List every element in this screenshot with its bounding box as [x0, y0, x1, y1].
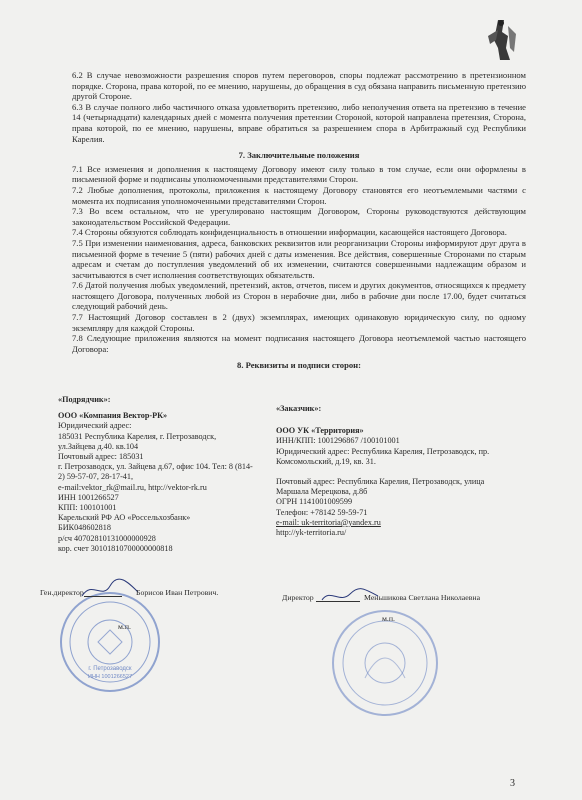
contractor-mp-label: м.п. — [118, 622, 132, 631]
customer-website: http://yk-territoria.ru/ — [276, 528, 347, 538]
contractor-role: «Подрядчик»: — [58, 395, 111, 404]
page-number: 3 — [510, 778, 515, 789]
company-logo-icon — [484, 18, 520, 62]
customer-signer-name: Меньшикова Светлана Николаевна — [364, 593, 481, 602]
paragraph-7-8: 7.8 Следующие приложения являются на момент подписания настоящего Договора неотъемлемой частью настоящего Договора: — [72, 333, 526, 354]
customer-signer-title: Директор — [282, 593, 314, 602]
customer-legal-address: Юридический адрес: Республика Карелия, Петрозаводск, пр. Комсомольский, д.19, кв. 31. — [276, 446, 490, 466]
contractor-seal-stamp-icon — [58, 590, 162, 694]
contractor-line: ул.Зайцева д.40. кв.104 — [58, 441, 139, 451]
contractor-line: БИК048602818 — [58, 523, 111, 533]
paragraph-7-7: 7.7 Настоящий Договор составлен в 2 (двух) экземплярах, имеющих одинаковую юридическую силу, по одному экземпляру для каждой Стороны. — [72, 312, 526, 333]
customer-line: Почтовый адрес: Республика Карелия, Петрозаводск, улица — [276, 477, 485, 487]
contractor-signature-icon — [80, 578, 140, 602]
paragraph-6-3: 6.3 В случае полного либо частичного отказа удовлетворить претензию, либо неполучения ответа на претензию в течение 14 (четырнадцати) календарных дней с момента получения претензии Стороной, которой направлена претензия, Сторона, права которой, по ее мнению, нарушены, вправе обратиться за разрешением спора в Арбитражный суд Республики Карелия. — [72, 101, 526, 144]
customer-seal-stamp-icon — [330, 608, 440, 718]
customer-requisites — [276, 404, 526, 538]
customer-inn-kpp: ИНН/КПП: 1001296867 /100101001 — [276, 436, 400, 446]
contractor-line: 185031 Республика Карелия, г. Петрозаводск, — [58, 431, 217, 441]
contractor-line: Юридический адрес: — [58, 421, 132, 431]
customer-name: ООО УК «Территория» — [276, 426, 364, 436]
contractor-line: Почтовый адрес: 185031 — [58, 452, 144, 462]
customer-email: e-mail: uk-territoria@yandex.ru — [276, 517, 381, 527]
paragraph-6-2: 6.2 В случае невозможности разрешения споров путем переговоров, споры подлежат рассмотрению в претензионном порядке. Сторона, права которой, по ее мнению, нарушены, до обращения в суд обязана направить письменную претензию другой Стороне. — [72, 70, 526, 102]
contractor-requisites — [58, 395, 268, 554]
contractor-line: 2) 59-57-07, 28-17-41, — [58, 472, 134, 482]
customer-line: ОГРН 1141001009599 — [276, 497, 353, 507]
contractor-line: кор. счет 30101810700000000818 — [58, 543, 173, 553]
stamp-inn-text: ИНН 1001266527 — [87, 674, 133, 680]
paragraph-7-5: 7.5 При изменении наименования, адреса, банковских реквизитов или реорганизации Стороны информируют друг друга в письменной форме в течение 5 (пяти) рабочих дней с даты изменения. Все действия, совершенные Сторонами по старым адресам и счетам до поступления уведомлений об их изменении, считаются совершенными надлежащим образом и засчитываются в счет исполнения соответствующих обязательств. — [72, 237, 526, 280]
customer-line: Телефон: +78142 59-59-71 — [276, 507, 368, 517]
paragraph-7-2: 7.2 Любые дополнения, протоколы, приложения к настоящему Договору становятся его неотъемлемыми частями с момента их подписания уполномоченными представителями Сторон. — [72, 184, 526, 206]
customer-role: «Заказчик»: — [276, 404, 322, 413]
contractor-line: ИНН 1001266527 — [58, 492, 119, 502]
contractor-signer-name: Борисов Иван Петрович. — [136, 588, 219, 597]
paragraph-7-6: 7.6 Датой получения любых уведомлений, претензий, актов, отчетов, писем и других документов, относящихся к предмету настоящего Договора, полученных любой из Сторон в нерабочие дни, либо в рабочие дни после 17.00, будет считаться следующий рабочий день. — [72, 280, 526, 312]
paragraph-7-3: 7.3 Во всем остальном, что не урегулировано настоящим Договором, Стороны руководствуются действующим законодательством Российской Федерации. — [72, 206, 526, 227]
stamp-city-text: г. Петрозаводск — [88, 666, 132, 672]
contract-body — [72, 70, 526, 374]
contractor-signer-title: Ген.директор — [40, 588, 84, 597]
paragraph-7-1: 7.1 Все изменения и дополнения к настоящему Договору имеют силу только в том случае, если они оформлены в письменной форме и подписаны уполномоченными представителями Сторон. — [72, 163, 526, 185]
section-7-title: 7. Заключительные положения — [238, 150, 360, 161]
contractor-line: КПП: 100101001 — [58, 503, 117, 513]
contractor-line: e-mail:vektor_rk@mail.ru, http://vektor-rk.ru — [58, 482, 207, 492]
contractor-line: г. Петрозаводск, ул. Зайцева д.67, офис 104. Тел: 8 (814- — [58, 462, 253, 472]
customer-mp-label: м.п. — [382, 614, 396, 623]
contractor-name: ООО «Компания Вектор-РК» — [58, 411, 168, 421]
contractor-line: Карельский РФ АО «Россельхозбанк» — [58, 513, 191, 523]
contractor-line: р/сч 40702810131000000928 — [58, 533, 156, 543]
paragraph-7-4: 7.4 Стороны обязуются соблюдать конфиденциальность в отношении информации, касающейся настоящего Договора. — [72, 227, 507, 238]
section-8-title: 8. Реквизиты и подписи сторон: — [237, 360, 361, 371]
customer-line: Маршала Мерецкова, д.8б — [276, 487, 368, 497]
